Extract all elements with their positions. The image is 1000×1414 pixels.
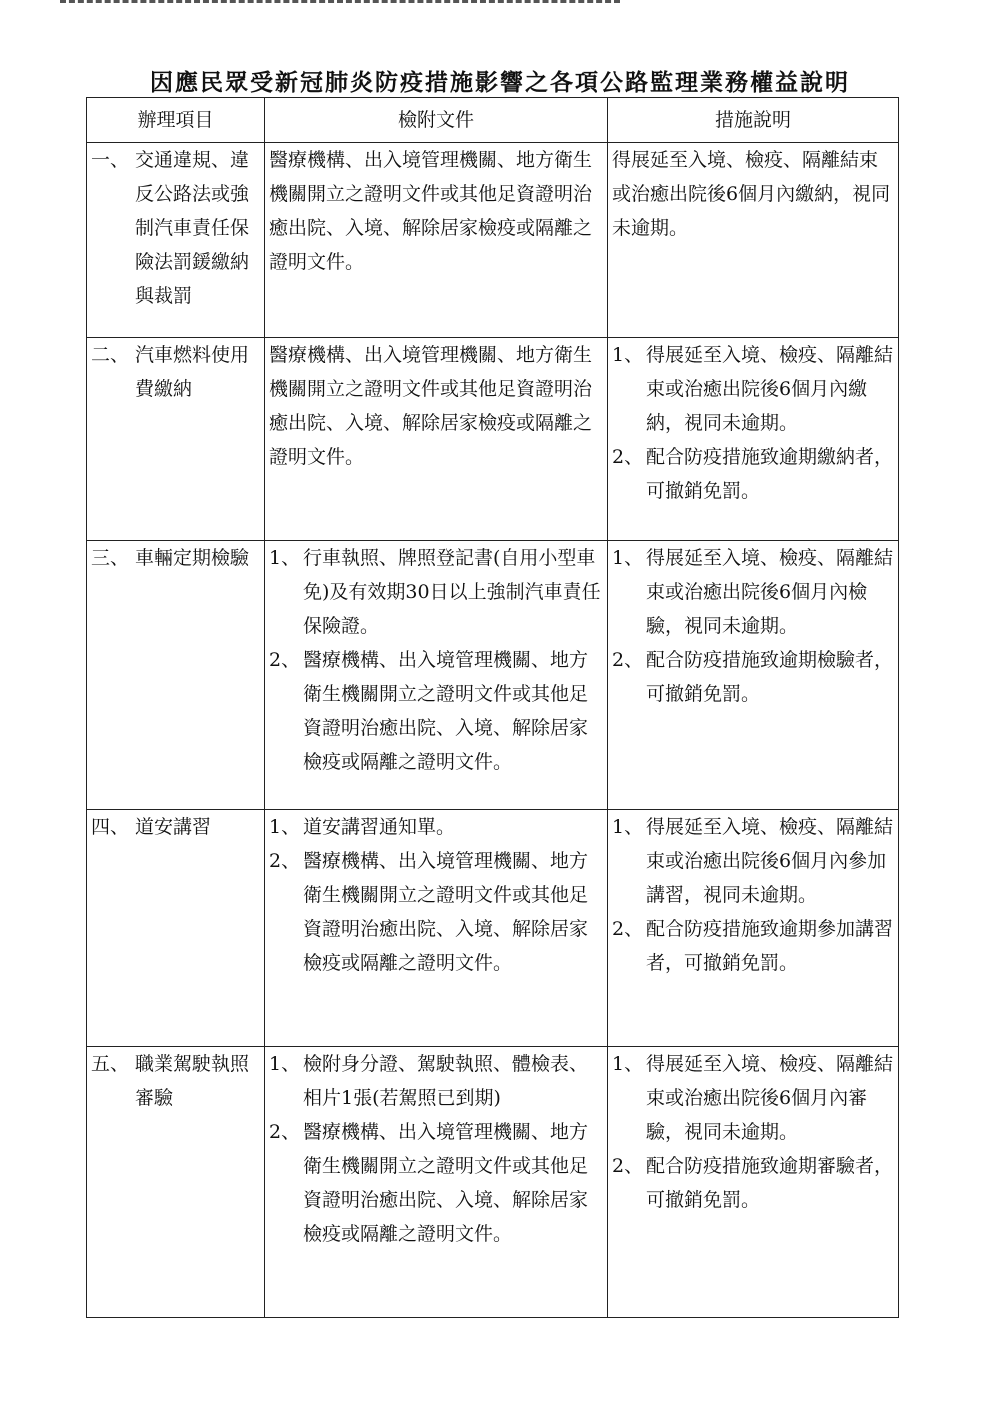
document-text: 醫療機構、出入境管理機關、地方衛生機關開立之證明文件或其他足資證明治癒出院、入境、解除居家檢疫或隔離之證明文件。 xyxy=(269,149,593,273)
item-number: 五、 xyxy=(91,1053,130,1075)
table-row xyxy=(87,338,899,541)
documents-cell xyxy=(265,1047,608,1318)
measure-text: 得展延至入境、檢疫、隔離結束或治癒出院後6個月內繳納，視同未逾期。 xyxy=(646,344,894,434)
table-row xyxy=(87,1047,899,1318)
rights-table xyxy=(86,97,899,1318)
measure-text: 得展延至入境、檢疫、隔離結束或治癒出院後6個月內檢驗，視同未逾期。 xyxy=(646,547,894,637)
measure-item xyxy=(612,541,894,643)
measure-number: 2、 xyxy=(612,649,644,671)
document-number: 2、 xyxy=(269,1121,301,1143)
documents-cell xyxy=(265,338,608,541)
document-text: 醫療機構、出入境管理機關、地方衛生機關開立之證明文件或其他足資證明治癒出院、入境、解除居家檢疫或隔離之證明文件。 xyxy=(303,850,589,974)
header-documents: 檢附文件 xyxy=(265,98,608,143)
table-row xyxy=(87,810,899,1047)
document-number: 2、 xyxy=(269,649,301,671)
document-item xyxy=(269,1115,603,1251)
measure-number: 2、 xyxy=(612,446,644,468)
page-title: 因應民眾受新冠肺炎防疫措施影響之各項公路監理業務權益說明 xyxy=(150,69,850,96)
item-number: 三、 xyxy=(91,547,130,569)
item-number: 二、 xyxy=(91,344,130,366)
measure-number: 1、 xyxy=(612,344,644,366)
header-measures: 措施說明 xyxy=(608,98,899,143)
item-cell xyxy=(87,338,265,541)
document-item xyxy=(269,844,603,980)
item-name: 職業駕駛執照審驗 xyxy=(135,1053,250,1109)
item-name: 道安講習 xyxy=(135,816,212,838)
measures-cell xyxy=(608,338,899,541)
measures-cell xyxy=(608,541,899,810)
document-number: 1、 xyxy=(269,816,301,838)
document-text: 檢附身分證、駕駛執照、體檢表、 相片1張(若駕照已到期) xyxy=(303,1053,589,1109)
measures-cell xyxy=(608,143,899,338)
documents-cell xyxy=(265,810,608,1047)
document-text: 醫療機構、出入境管理機關、地方衛生機關開立之證明文件或其他足資證明治癒出院、入境、解除居家檢疫或隔離之證明文件。 xyxy=(303,1121,589,1245)
item-number: 四、 xyxy=(91,816,130,838)
documents-cell xyxy=(265,143,608,338)
measure-text: 得展延至入境、檢疫、隔離結束或治癒出院後6個月內審驗，視同未逾期。 xyxy=(646,1053,894,1143)
measures-cell xyxy=(608,810,899,1047)
item-cell xyxy=(87,810,265,1047)
measure-number: 1、 xyxy=(612,816,644,838)
measure-item xyxy=(612,912,894,980)
item-name: 汽車燃料使用費繳納 xyxy=(135,344,250,400)
measure-number: 2、 xyxy=(612,918,644,940)
document-text: 醫療機構、出入境管理機關、地方衛生機關開立之證明文件或其他足資證明治癒出院、入境、解除居家檢疫或隔離之證明文件。 xyxy=(269,344,593,468)
document-number: 1、 xyxy=(269,1053,301,1075)
item-cell xyxy=(87,143,265,338)
measure-item xyxy=(612,810,894,912)
measure-number: 2、 xyxy=(612,1155,644,1177)
document-text: 醫療機構、出入境管理機關、地方衛生機關開立之證明文件或其他足資證明治癒出院、入境、解除居家檢疫或隔離之證明文件。 xyxy=(303,649,589,773)
document-item xyxy=(269,810,603,844)
measure-number: 1、 xyxy=(612,1053,644,1075)
item-name: 車輛定期檢驗 xyxy=(135,547,250,569)
document-number: 2、 xyxy=(269,850,301,872)
measure-item xyxy=(612,440,894,508)
measure-item xyxy=(612,338,894,440)
measure-number: 1、 xyxy=(612,547,644,569)
document-text: 行車執照、牌照登記書(自用小型車免)及有效期30日以上強制汽車責任保險證。 xyxy=(303,547,601,637)
item-cell xyxy=(87,541,265,810)
measure-text: 得展延至入境、檢疫、隔離結束或治癒出院後6個月內繳納，視同未逾期。 xyxy=(612,149,891,239)
measure-text: 配合防疫措施致逾期參加講習者，可撤銷免罰。 xyxy=(646,918,894,974)
table-header-row xyxy=(87,98,899,143)
document-item xyxy=(269,643,603,779)
measure-text: 配合防疫措施致逾期審驗者，可撤銷免罰。 xyxy=(646,1155,894,1211)
header-item: 辦理項目 xyxy=(87,98,265,143)
item-name: 交通違規、違反公路法或強制汽車責任保險法罰鍰繳納與裁罰 xyxy=(135,149,250,307)
scan-edge-mark xyxy=(60,0,620,7)
document-item xyxy=(269,1047,603,1115)
item-cell xyxy=(87,1047,265,1318)
table-row xyxy=(87,541,899,810)
measures-cell xyxy=(608,1047,899,1318)
table-row xyxy=(87,143,899,338)
measure-item xyxy=(612,643,894,711)
document-item xyxy=(269,541,603,643)
documents-cell xyxy=(265,541,608,810)
measure-item xyxy=(612,1149,894,1217)
measure-text: 配合防疫措施致逾期檢驗者，可撤銷免罰。 xyxy=(646,649,894,705)
document-number: 1、 xyxy=(269,547,301,569)
measure-text: 配合防疫措施致逾期繳納者，可撤銷免罰。 xyxy=(646,446,894,502)
measure-text: 得展延至入境、檢疫、隔離結束或治癒出院後6個月內參加講習，視同未逾期。 xyxy=(646,816,894,906)
document-text: 道安講習通知單。 xyxy=(303,816,456,838)
item-number: 一、 xyxy=(91,149,130,171)
measure-item xyxy=(612,1047,894,1149)
